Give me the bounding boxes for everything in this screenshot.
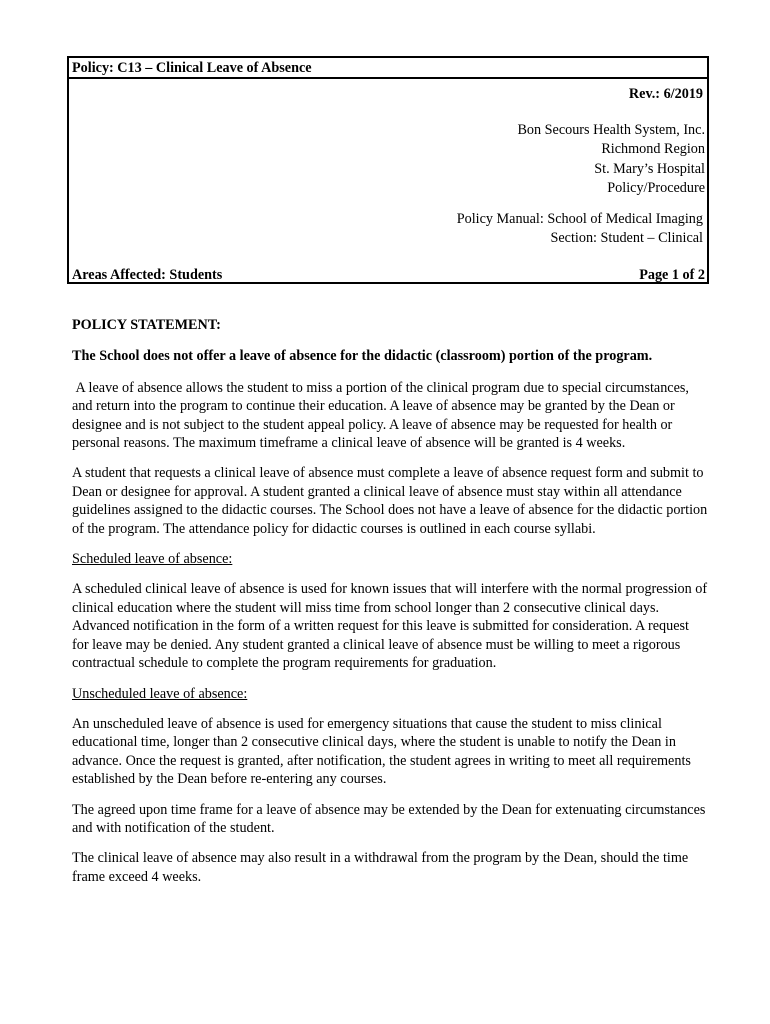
- revision-date: Rev.: 6/2019: [628, 86, 703, 102]
- header-footer-row: [69, 266, 707, 284]
- paragraph-overview: A leave of absence allows the student to miss a portion of the clinical program due to special circumstances, and return into the program to continue their education. A leave of absence may be granted by the Dean or designee and is not subject to the student appeal policy. A leave of absence may be requested for health or personal reasons. The maximum timeframe a clinical leave of absence will be granted is 4 weeks.: [72, 379, 693, 452]
- paragraph-unscheduled: An unscheduled leave of absence is used for emergency situations that cause the student to miss clinical educational time, longer than 2 consecutive clinical days, where the student is unable to notify the Dean in advance. Once the request is granted, after notification, the student agrees in writing to meet all requirements established by the Dean before re-entering any courses.: [72, 715, 691, 788]
- paragraph-extension: The agreed upon time frame for a leave of absence may be extended by the Dean for extenuating circumstances and with notification of the student.: [72, 801, 706, 836]
- manual-line: Policy Manual: School of Medical Imaging: [456, 211, 703, 227]
- organization-line: Bon Secours Health System, Inc.: [517, 122, 705, 138]
- unscheduled-heading: Unscheduled leave of absence:: [72, 685, 248, 702]
- policy-header-box: [67, 56, 709, 284]
- paragraph-scheduled: A scheduled clinical leave of absence is used for known issues that will interfere with the normal progression of clinical education where the student will miss time from school longer than 2 consecutive clinical days. Advanced notification in the form of a written request for this leave is submitted for consideration. A request for leave may be denied. Any student granted a clinical leave of absence must be willing to meet a rigorous contractual schedule to complete the program requirements for graduation.: [72, 581, 708, 672]
- areas-affected: Areas Affected: Students: [72, 267, 223, 283]
- policy-title: Policy: C13 – Clinical Leave of Absence: [69, 58, 707, 79]
- paragraph-withdrawal: The clinical leave of absence may also result in a withdrawal from the program by the Dean, should the time frame exceed 4 weeks.: [72, 850, 689, 885]
- organization-line: Richmond Region: [601, 141, 705, 158]
- policy-statement-heading: POLICY STATEMENT:: [72, 317, 221, 333]
- manual-block: [457, 210, 703, 249]
- organization-line: St. Mary’s Hospital: [594, 160, 705, 177]
- organization-block: [517, 121, 705, 198]
- page-number: Page 1 of 2: [639, 267, 705, 283]
- scheduled-heading: Scheduled leave of absence:: [72, 551, 233, 568]
- paragraph-request: A student that requests a clinical leave of absence must complete a leave of absence request form and submit to Dean or designee for approval. A student granted a clinical leave of absence must stay within all attendance guidelines assigned to the didactic courses. The School does not have a leave of absence for the didactic portion of the program. The attendance policy for didactic courses is outlined in each course syllabi.: [72, 465, 708, 537]
- section-line: Section: Student – Clinical: [550, 230, 703, 247]
- organization-line: Policy/Procedure: [607, 179, 705, 196]
- policy-body: [72, 316, 708, 898]
- didactic-statement: The School does not offer a leave of absence for the didactic (classroom) portion of the program.: [72, 348, 653, 365]
